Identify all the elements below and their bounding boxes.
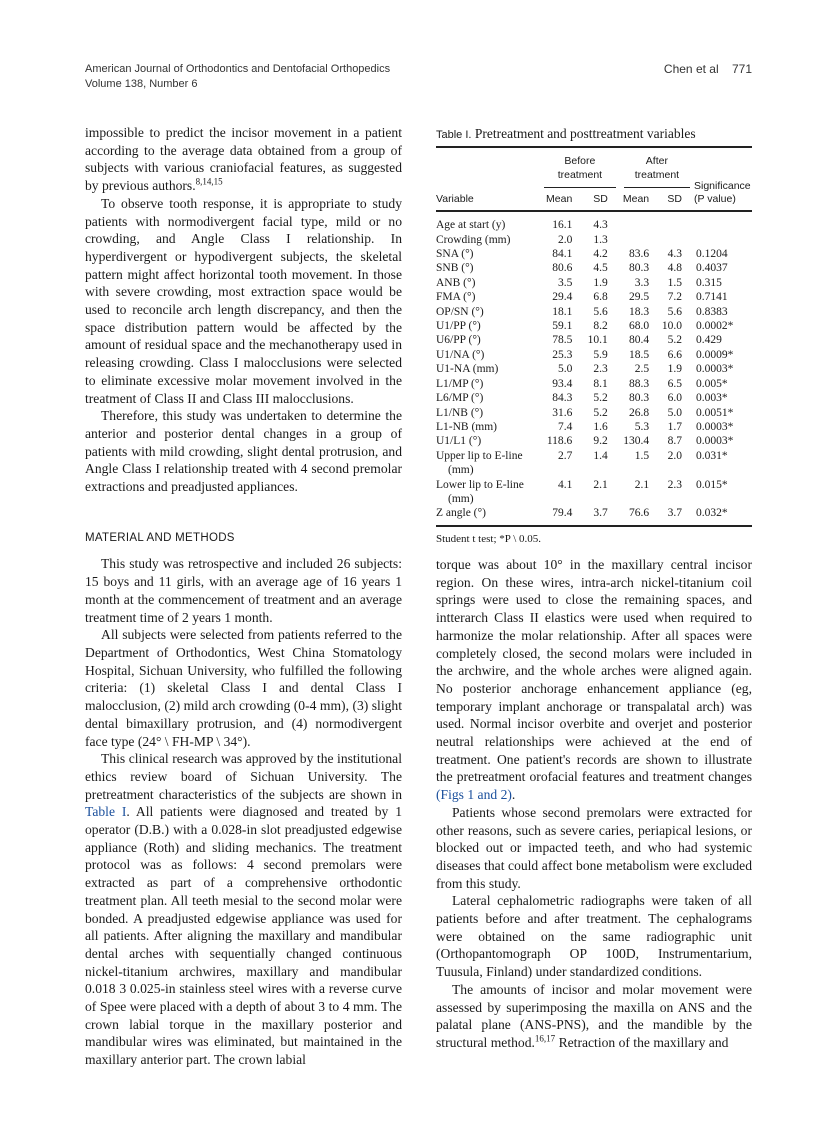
cell-sd-after: 10.0 — [661, 320, 682, 333]
cell-sd-before: 1.6 — [593, 420, 608, 433]
cell-significance: 0.0002* — [696, 320, 734, 333]
cell-sd-before: 5.9 — [593, 348, 608, 361]
cell-sd-before: 2.3 — [593, 363, 608, 376]
left-column — [85, 124, 402, 1069]
text: torque was about 10° in the maxillary central incisor region. On these wires, intra-arch nickel-titanium coil springs were used to close the remaining spaces, and intterarch Class II elastics were used when required to harmonize the molar relationship. After all spaces were completely closed, the second molars were included in the archwire, and the whole arches were aligned again. No posterior anchorage enhancement appliance (eg, temporary implant anchorage or transpalatal arch) was used. Normal incisor overbite and overjet and posterior neutral relationships were achieved at the end of treatment. One patient's records are shown to illustrate the pretreatment orofacial features and treatment changes — [436, 557, 752, 785]
table-row — [436, 233, 752, 247]
cell-variable: U1-NA (mm) — [436, 363, 499, 376]
cell-variable: U1/L1 (°) — [436, 435, 482, 448]
cell-mean-before: 84.1 — [552, 248, 573, 261]
table-row — [436, 362, 752, 376]
text: Retraction of the maxillary and — [555, 1034, 729, 1050]
cell-mean-after: 68.0 — [629, 320, 650, 333]
cell-mean-after: 3.3 — [634, 276, 650, 289]
text: The amounts of incisor and molar movement were assessed by superimposing the maxilla on ANS and the palatal plane (ANS-PNS), and the mandible by the structural method. — [436, 981, 752, 1050]
table-1 — [436, 126, 752, 545]
table-row — [436, 506, 752, 525]
cell-mean-after — [620, 211, 659, 232]
cell-sd-before: 1.4 — [593, 449, 608, 462]
table-title: Pretreatment and posttreatment variables — [474, 126, 696, 141]
cell-sd-before: 9.2 — [593, 435, 608, 448]
table-row — [436, 211, 752, 232]
cell-variable: OP/SN (°) — [436, 305, 484, 318]
cell-significance — [694, 233, 752, 247]
paragraph: Patients whose second premolars were extracted for other reasons, such as severe caries, periapical lesions, or blocked out or impacted teeth, and who had systemic diseases that could affect bone metabolism were excluded from this study. — [436, 804, 752, 891]
cell-mean-before: 3.5 — [557, 276, 573, 289]
col-sd-before: SD — [593, 192, 608, 205]
cell-sd-before: 5.2 — [593, 406, 608, 419]
table-row — [436, 319, 752, 333]
cell-variable: Upper lip to E-line (mm) — [436, 449, 523, 477]
cell-mean-after: 18.3 — [629, 305, 650, 318]
cell-sd-after: 2.0 — [667, 449, 682, 462]
running-authors: Chen et al — [663, 62, 719, 76]
cell-mean-before: 7.4 — [557, 420, 573, 433]
cell-variable: U6/PP (°) — [436, 334, 481, 347]
table-row — [436, 377, 752, 391]
cell-significance: 0.7141 — [696, 291, 728, 304]
cell-mean-before: 4.1 — [557, 478, 573, 491]
cell-sd-before: 4.3 — [593, 219, 608, 232]
paragraph: This study was retrospective and included 26 subjects: 15 boys and 11 girls, with an average age of 16 years 1 month at the commencement of treatment and an average treatment time of 2 years 1 month. — [85, 556, 402, 625]
cell-significance: 0.031* — [696, 449, 728, 462]
cell-significance: 0.1204 — [696, 248, 728, 261]
col-significance: Significance (P value) — [694, 180, 751, 206]
page-number: 771 — [731, 62, 752, 76]
cell-significance: 0.005* — [696, 377, 728, 390]
cell-mean-after: 76.6 — [629, 507, 650, 520]
table-row — [436, 478, 752, 507]
cell-mean-after — [620, 233, 659, 247]
cell-significance: 0.0003* — [696, 435, 734, 448]
cell-mean-after: 2.5 — [634, 363, 650, 376]
table-row — [436, 333, 752, 347]
table-row — [436, 420, 752, 434]
table-row — [436, 305, 752, 319]
section-heading: MATERIAL AND METHODS — [85, 531, 235, 544]
figure-link[interactable]: (Figs 1 and 2) — [436, 787, 512, 803]
cell-significance: 0.0003* — [696, 420, 734, 433]
cell-sd-before: 6.8 — [593, 291, 608, 304]
cell-mean-after: 29.5 — [629, 291, 650, 304]
cell-variable: Z angle (°) — [436, 507, 486, 520]
table-row — [436, 290, 752, 304]
table-row — [436, 276, 752, 290]
cell-variable: L6/MP (°) — [436, 392, 484, 405]
text: impossible to predict the incisor movement in a patient according to the average data obtained from a group of subjects with various craniofacial features, as suggested by previous authors. — [85, 125, 402, 194]
cell-significance: 0.8383 — [696, 305, 728, 318]
cell-mean-before: 59.1 — [552, 320, 573, 333]
journal-volume: Volume 138, Number 6 — [85, 78, 198, 90]
cell-mean-after: 80.4 — [629, 334, 650, 347]
cell-sd-before: 1.3 — [593, 233, 608, 246]
table-row — [436, 348, 752, 362]
cell-sd-after: 1.7 — [667, 420, 682, 433]
cell-variable: FMA (°) — [436, 291, 476, 304]
paragraph: Lateral cephalometric radiographs were taken of all patients before and after treatment. The cephalograms were obtained on the same radiographic unit (Orthopantomograph OP 100D, Instrumentarium, Tuusula, Finland) under standardized conditions. — [436, 893, 752, 980]
cell-sd-before: 1.9 — [593, 276, 608, 289]
paragraph — [436, 556, 752, 804]
cell-significance: 0.0003* — [696, 363, 734, 376]
cell-mean-after: 83.6 — [629, 248, 650, 261]
table-label: Table I. — [436, 129, 472, 141]
cell-variable: Crowding (mm) — [436, 233, 511, 246]
cell-variable: ANB (°) — [436, 276, 476, 289]
cell-mean-after: 1.5 — [634, 449, 650, 462]
cell-sd-before: 5.2 — [593, 392, 608, 405]
cell-sd-before: 5.6 — [593, 305, 608, 318]
cell-sd-after: 1.5 — [667, 276, 682, 289]
cell-significance: 0.015* — [696, 478, 728, 491]
group-before: Before treatment — [544, 154, 616, 188]
cell-sd-after: 3.7 — [667, 507, 682, 520]
cell-mean-before: 84.3 — [552, 392, 573, 405]
cell-variable: L1/MP (°) — [436, 377, 484, 390]
col-mean-before: Mean — [546, 192, 573, 205]
cell-significance — [694, 211, 752, 232]
table-row — [436, 406, 752, 420]
col-variable: Variable — [436, 192, 474, 205]
cell-sd-after: 7.2 — [667, 291, 682, 304]
cell-sd-after: 6.5 — [667, 377, 682, 390]
table-caption — [436, 126, 752, 142]
cell-sd-after: 8.7 — [667, 435, 682, 448]
cell-variable: SNB (°) — [436, 262, 474, 275]
cell-sd-before: 4.2 — [593, 248, 608, 261]
cell-mean-before: 29.4 — [552, 291, 573, 304]
paragraph — [436, 981, 752, 1052]
cell-mean-after: 80.3 — [629, 262, 650, 275]
journal-header — [85, 62, 390, 92]
table-row — [436, 391, 752, 405]
cell-mean-after: 130.4 — [623, 435, 650, 448]
table-row — [436, 434, 752, 448]
paragraph: Therefore, this study was undertaken to determine the anterior and posterior dental changes in a group of patients with mild crowding, slight dental protrusion, and Angle Class I relationship treated with 4 second premolar extractions and preadjusted appliances. — [85, 408, 402, 495]
cell-mean-after: 5.3 — [634, 420, 650, 433]
cell-variable: SNA (°) — [436, 248, 474, 261]
page-header-right — [664, 62, 752, 77]
cell-mean-before: 118.6 — [546, 435, 573, 448]
col-sd-after: SD — [667, 192, 682, 205]
table-row — [436, 261, 752, 275]
cell-sd-after: 5.0 — [667, 406, 682, 419]
cell-variable: Age at start (y) — [436, 219, 506, 232]
cell-variable: U1/NA (°) — [436, 348, 485, 361]
cell-significance: 0.032* — [696, 507, 728, 520]
cell-variable: Lower lip to E-line (mm) — [436, 478, 524, 505]
cell-significance: 0.429 — [696, 334, 722, 347]
data-table — [436, 146, 752, 527]
cell-significance: 0.0009* — [696, 348, 734, 361]
cell-sd-after: 5.6 — [667, 305, 682, 318]
cell-sd-before: 8.2 — [593, 320, 608, 333]
cell-mean-after: 26.8 — [629, 406, 650, 419]
cell-mean-after: 88.3 — [629, 377, 650, 390]
cell-sd-before: 8.1 — [593, 377, 608, 390]
cell-sd-before: 3.7 — [593, 507, 608, 520]
cell-sd-after: 6.6 — [667, 348, 682, 361]
paragraph — [85, 750, 402, 1069]
cell-sd-after: 4.8 — [667, 262, 682, 275]
cell-sd-after — [659, 233, 694, 247]
cell-mean-after: 18.5 — [629, 348, 650, 361]
cell-sd-after: 5.2 — [667, 334, 682, 347]
cell-mean-before: 16.1 — [552, 219, 573, 232]
cell-variable: L1/NB (°) — [436, 406, 484, 419]
cell-sd-before: 4.5 — [593, 262, 608, 275]
citation: 16,17 — [534, 1033, 556, 1044]
cell-sd-after — [659, 211, 694, 232]
cell-variable: L1-NB (mm) — [436, 420, 498, 433]
citation: 8,14,15 — [195, 176, 223, 187]
cell-mean-before: 2.7 — [557, 449, 573, 462]
cell-sd-after: 2.3 — [667, 478, 682, 491]
paragraph — [85, 124, 402, 195]
paragraph: To observe tooth response, it is appropriate to study patients with normodivergent facial type, mild or no crowding, and Angle Class I relationship. In hyperdivergent or hypodivergent subjects, the skeletal pattern might affect horizontal tooth movement. In those with severe crowding, most extraction space would be used to reconcile arch length discrepancy, and then the space distribution pattern would be affected by the amount of residual space and the mechanotherapy used in releasing crowding. Class I malocclusions were selected to eliminate excessive molar movement involved in the treatment of Class II and Class III malocclusions. — [85, 195, 402, 406]
table-link[interactable]: Table I — [85, 804, 127, 820]
cell-mean-before: 5.0 — [557, 363, 573, 376]
text: . All patients were diagnosed and treated by 1 operator (D.B.) with a 0.028-in slot preadjusted edgewise appliance (Roth) and sliding mechanics. The treatment protocol was as follows: 4 second premolars were extracted as part of a comprehensive orthodontic treatment plan. All teeth mesial to the second molar were bonded. A preadjusted edgewise appliance was used for all patients. After aligning the maxillary and mandibular dental arches with sequentially changed continuous nickel-titanium archwires, maxillary and mandibular 0.018 3 0.025-in stainless steel wires with a reverse curve of Spee were placed with a depth of about 3 to 4 mm. The crown labial torque in the maxillary posterior and mandibular wires was eliminated, but maintained in the maxillary anterior part. The crown labial — [85, 804, 402, 1068]
cell-mean-before: 25.3 — [552, 348, 573, 361]
journal-name: American Journal of Orthodontics and Dentofacial Orthopedics — [85, 63, 391, 75]
cell-sd-before: 2.1 — [593, 478, 608, 491]
text: . — [511, 787, 516, 803]
cell-sd-after: 4.3 — [667, 248, 682, 261]
cell-mean-before: 78.5 — [552, 334, 573, 347]
table-footnote: Student t test; *P \ 0.05. — [436, 532, 542, 545]
cell-mean-before: 79.4 — [552, 507, 573, 520]
cell-sd-after: 1.9 — [667, 363, 682, 376]
cell-sd-after: 6.0 — [667, 392, 682, 405]
cell-mean-before: 80.6 — [552, 262, 573, 275]
table-row — [436, 247, 752, 261]
cell-significance: 0.4037 — [696, 262, 728, 275]
right-column — [436, 556, 752, 1052]
col-mean-after: Mean — [622, 192, 650, 205]
cell-mean-before: 31.6 — [552, 406, 573, 419]
cell-mean-before: 18.1 — [552, 305, 573, 318]
text: This clinical research was approved by the institutional ethics review board of Sichuan University. The pretreatment characteristics of the subjects are shown in — [85, 751, 402, 802]
group-after: After treatment — [624, 154, 690, 188]
cell-mean-after: 2.1 — [634, 478, 650, 491]
cell-sd-before: 10.1 — [587, 334, 608, 347]
cell-mean-before: 93.4 — [552, 377, 573, 390]
cell-mean-after: 80.3 — [629, 392, 650, 405]
cell-variable: U1/PP (°) — [436, 320, 481, 333]
cell-significance: 0.003* — [696, 392, 728, 405]
cell-significance: 0.315 — [696, 276, 722, 289]
cell-significance: 0.0051* — [696, 406, 734, 419]
cell-mean-before: 2.0 — [557, 233, 573, 246]
table-row — [436, 449, 752, 478]
paragraph: All subjects were selected from patients referred to the Department of Orthodontics, West China Stomatology Hospital, Sichuan University, who fulfilled the following criteria: (1) skeletal Class I and dental Class I malocclusion, (2) mild arch crowding (0-4 mm), (3) slight dental bimaxillary protrusion, and (4) normodivergent face type (24° \ FH-MP \ 34°). — [85, 627, 402, 749]
